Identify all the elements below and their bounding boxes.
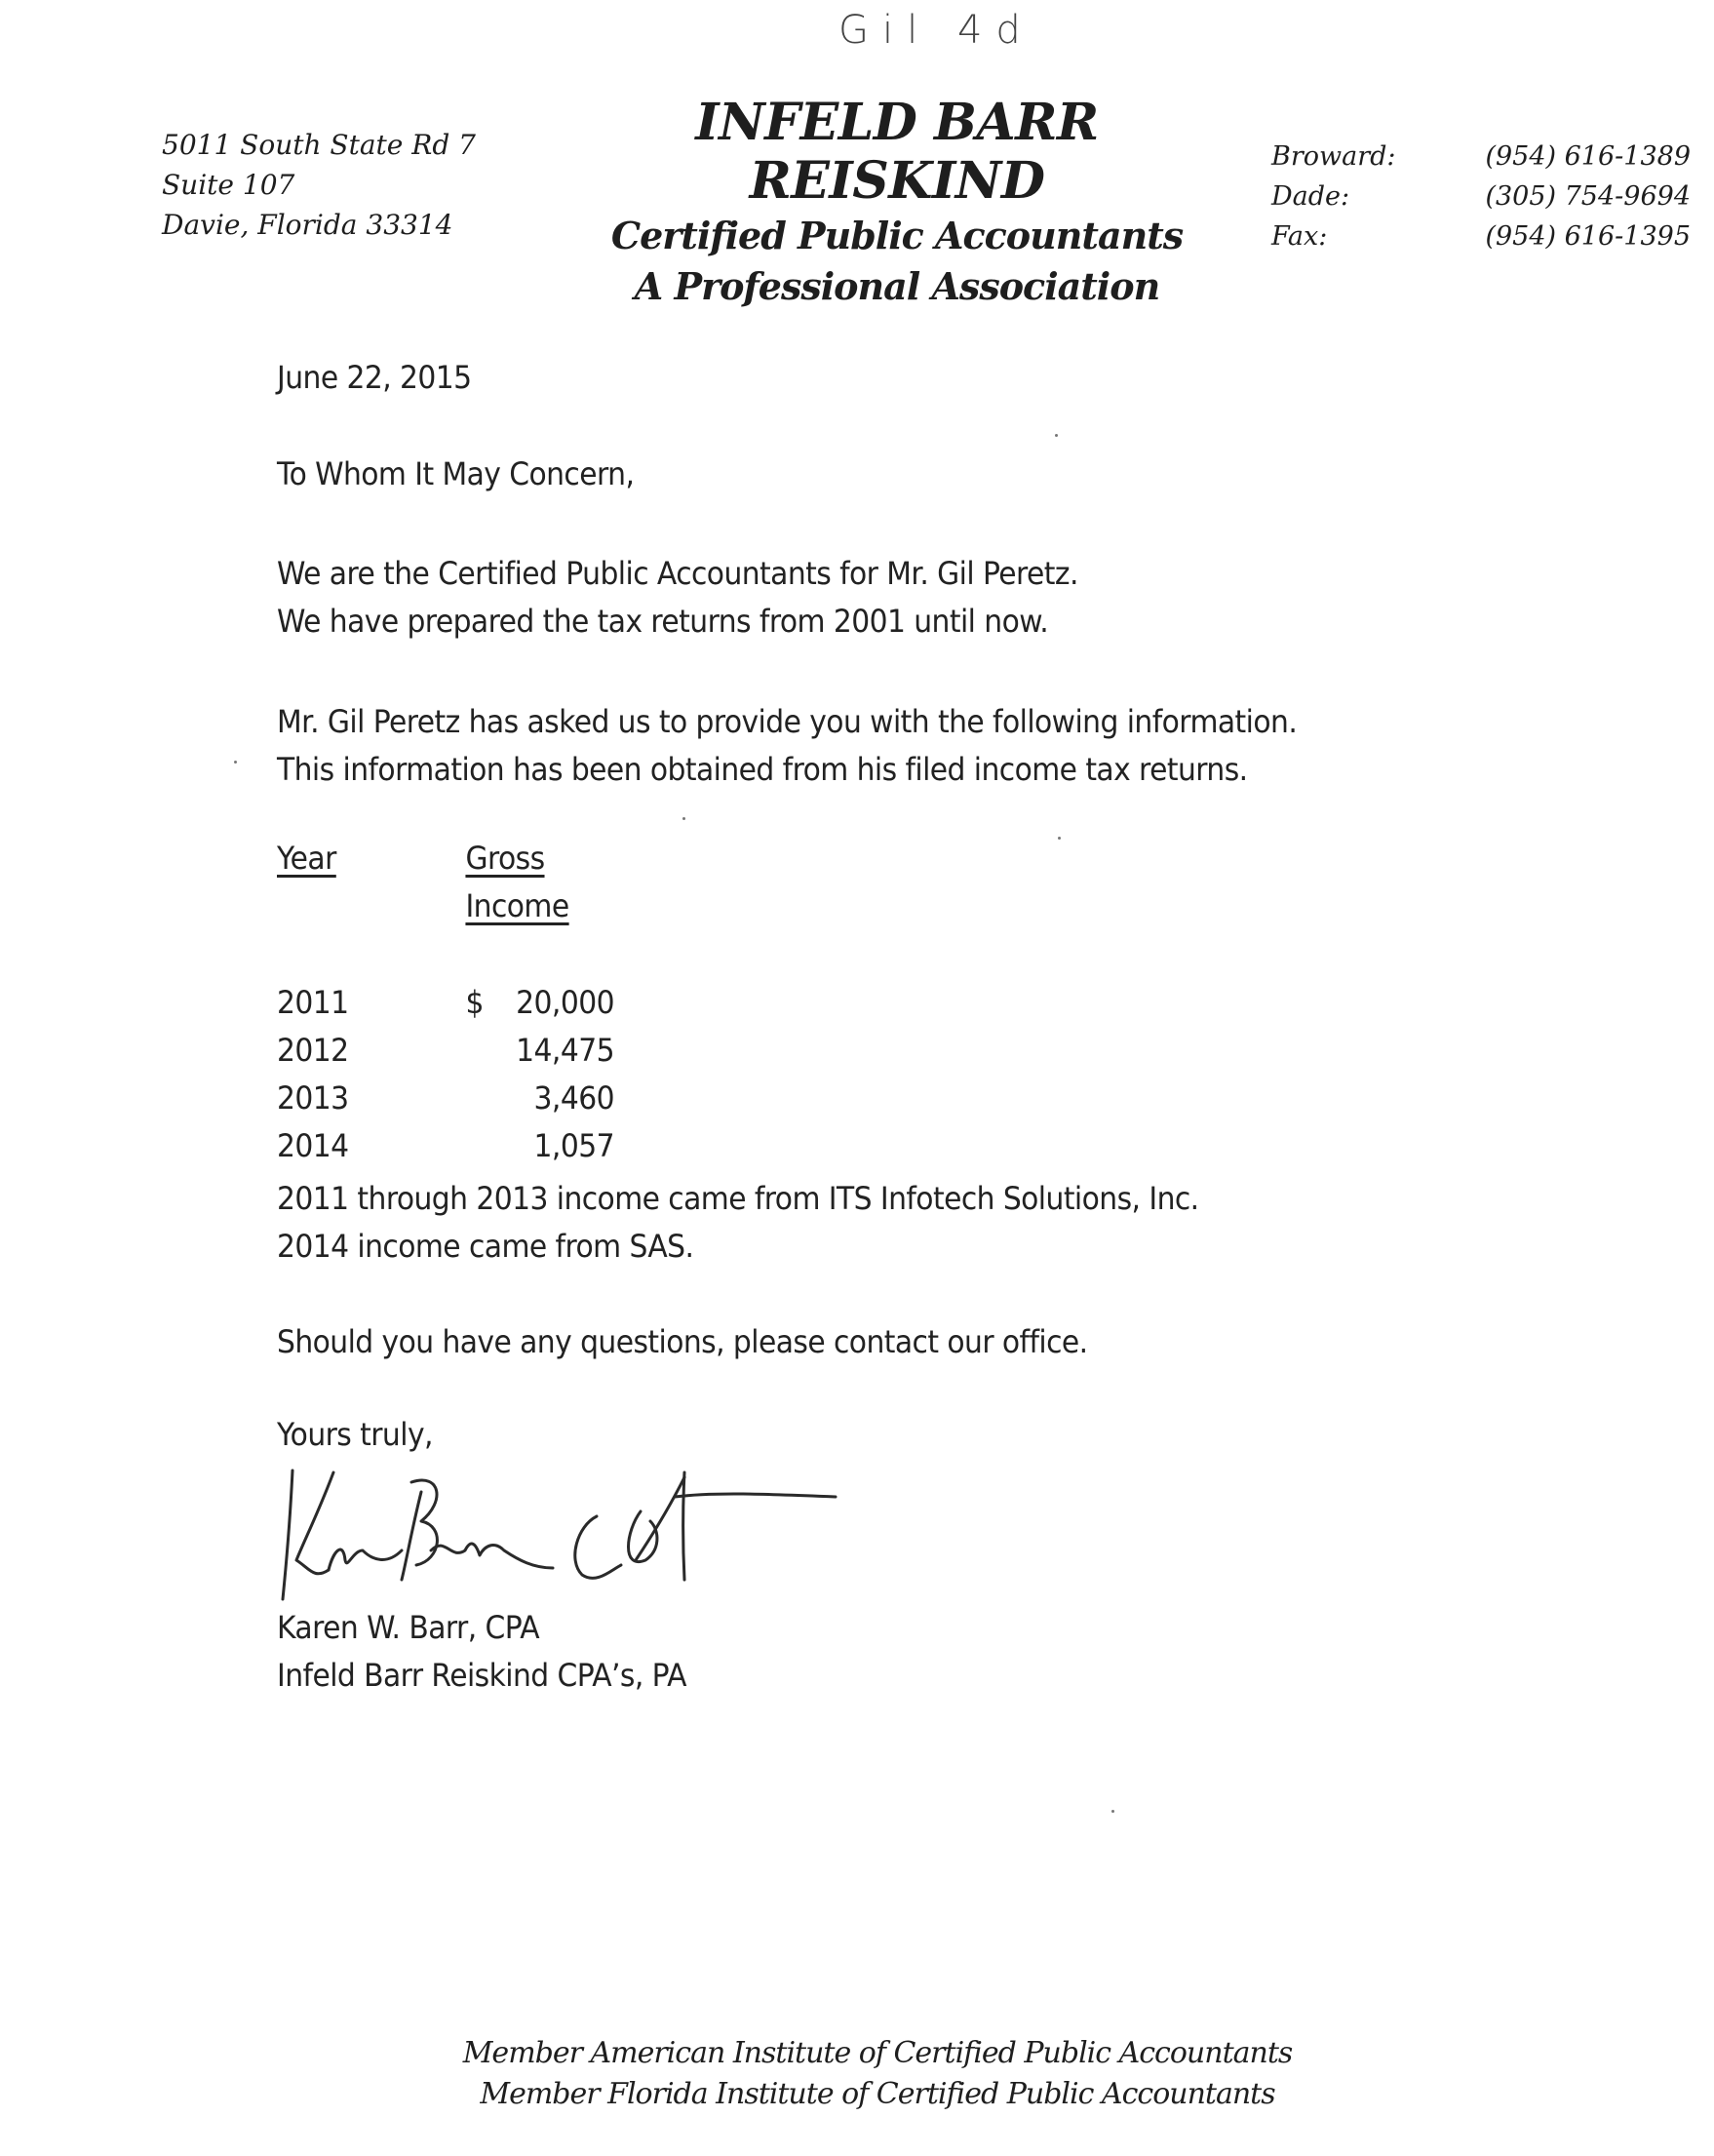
letter-closing: Yours truly, — [277, 1416, 433, 1453]
handwritten-note: Gil 4d — [838, 8, 1034, 53]
scan-speck — [234, 761, 237, 764]
firm-contacts — [1271, 137, 1691, 256]
signer-name: Karen W. Barr, CPA — [277, 1609, 540, 1646]
contact-row — [1271, 176, 1691, 216]
contact-row — [1271, 216, 1691, 256]
cell-income: 14,475 — [516, 1032, 614, 1069]
contact-label: Dade: — [1271, 181, 1350, 212]
footer-line: Member American Institute of Certified Public Accountants — [462, 2036, 1293, 2070]
table-row — [277, 1027, 646, 1075]
address-line: Davie, Florida 33314 — [162, 209, 453, 241]
firm-name: INFELD BARR REISKIND — [695, 93, 1099, 211]
letter-greeting: To Whom It May Concern, — [277, 455, 635, 492]
paragraph-engagement — [277, 550, 1078, 646]
handwritten-signature — [275, 1453, 860, 1619]
cell-income: 3,460 — [533, 1079, 614, 1117]
letter-date: June 22, 2015 — [277, 359, 472, 396]
footer-line: Member Florida Institute of Certified Public Accountants — [480, 2077, 1275, 2111]
contact-number: (305) 754-9694 — [1485, 181, 1691, 212]
scan-speck — [1055, 434, 1058, 437]
currency-symbol: $ — [465, 984, 484, 1021]
income-table — [277, 835, 646, 1170]
paragraph-line: We are the Certified Public Accountants for Mr. Gil Peretz. — [277, 555, 1078, 592]
contact-number: (954) 616-1395 — [1485, 221, 1691, 252]
signer-firm: Infeld Barr Reiskind CPA’s, PA — [277, 1657, 686, 1694]
paragraph-line: This information has been obtained from his filed income tax returns. — [277, 751, 1248, 788]
header-year: Year — [277, 840, 336, 877]
firm-tagline: A Professional Association — [634, 264, 1160, 308]
scan-speck — [1111, 1810, 1114, 1813]
table-header — [277, 835, 646, 930]
table-row — [277, 979, 646, 1027]
cell-year: 2012 — [277, 1032, 349, 1069]
paragraph-income-source — [277, 1175, 1199, 1271]
contact-label: Broward: — [1271, 141, 1396, 172]
paragraph-line: We have prepared the tax returns from 2001 until now. — [277, 603, 1049, 640]
contact-label: Fax: — [1271, 221, 1328, 252]
header-gross-income: Gross Income — [465, 840, 569, 924]
signer-block — [277, 1604, 686, 1700]
paragraph-line: Mr. Gil Peretz has asked us to provide you with the following information. — [277, 703, 1298, 740]
address-line: Suite 107 — [162, 169, 295, 201]
scan-speck — [682, 817, 685, 820]
cell-year: 2011 — [277, 984, 349, 1021]
firm-address — [162, 125, 476, 245]
firm-subtitle: Certified Public Accountants — [610, 214, 1184, 257]
paragraph-request — [277, 698, 1297, 794]
table-row — [277, 1075, 646, 1122]
contact-number: (954) 616-1389 — [1485, 141, 1691, 172]
cell-income: 20,000 — [516, 984, 614, 1021]
contact-row — [1271, 137, 1691, 176]
paragraph-contact: Should you have any questions, please contact our office. — [277, 1323, 1088, 1360]
scan-speck — [1058, 837, 1061, 840]
table-row — [277, 1122, 646, 1170]
cell-year: 2013 — [277, 1079, 349, 1117]
firm-letterhead — [546, 94, 1248, 312]
cell-income: 1,057 — [533, 1127, 614, 1164]
membership-footer — [409, 2033, 1345, 2115]
paragraph-line: 2014 income came from SAS. — [277, 1228, 694, 1265]
cell-year: 2014 — [277, 1127, 349, 1164]
address-line: 5011 South State Rd 7 — [162, 129, 476, 161]
paragraph-line: 2011 through 2013 income came from ITS Infotech Solutions, Inc. — [277, 1180, 1199, 1217]
